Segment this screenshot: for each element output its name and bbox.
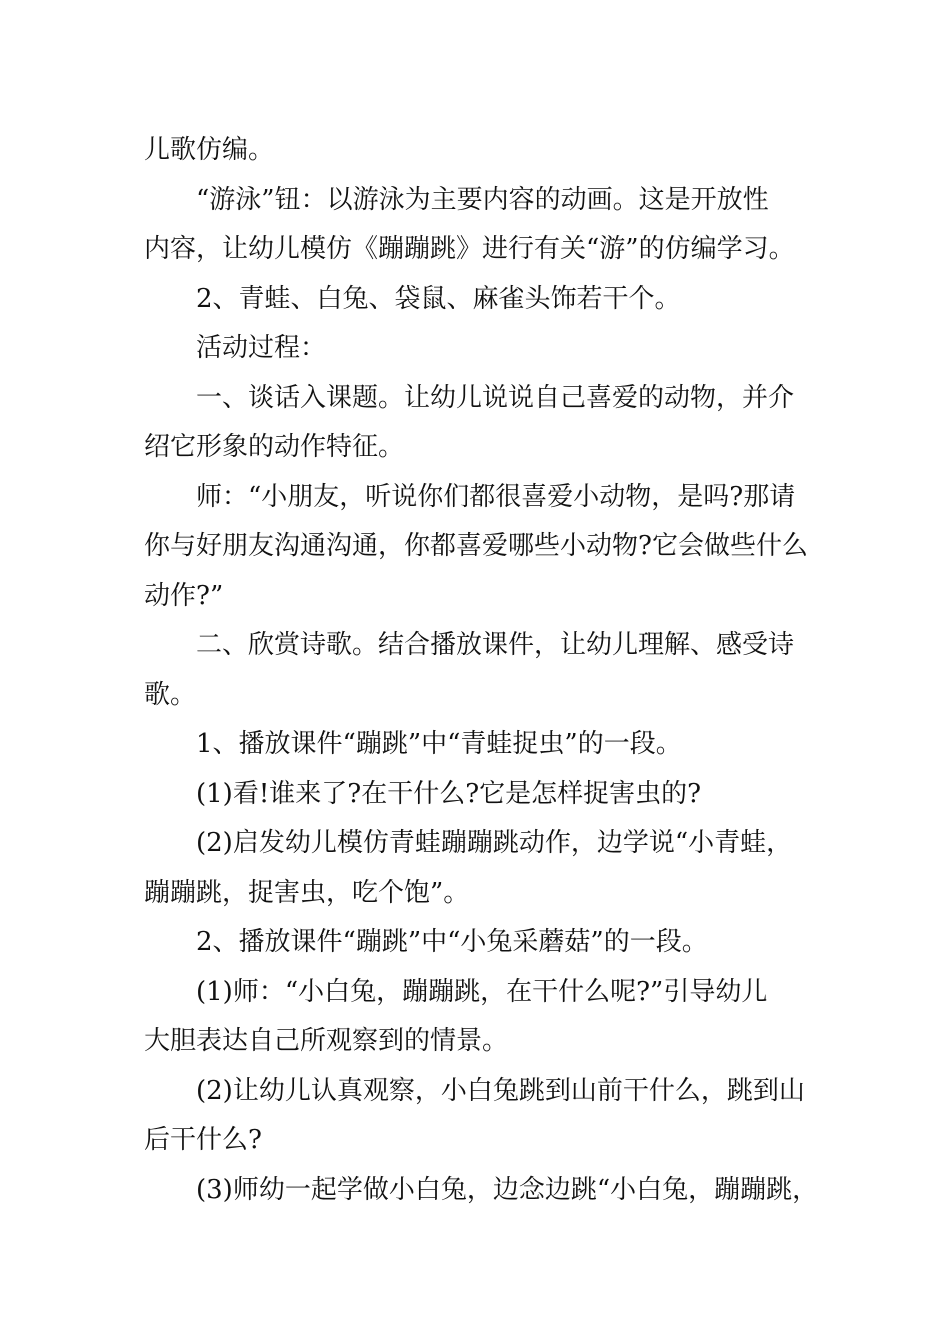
text-line: 2、青蛙、白兔、袋鼠、麻雀头饰若干个。: [196, 283, 681, 314]
text-line: 绍它形象的动作特征。: [144, 432, 405, 462]
text-line: 2、播放课件“蹦跳”中“小兔采蘑菇”的一段。: [196, 927, 708, 957]
text-line: (3)师幼一起学做小白兔，边念边跳“小白兔，蹦蹦跳，: [196, 1174, 819, 1205]
text-line: 二、欣赏诗歌。结合播放课件，让幼儿理解、感受诗: [196, 630, 795, 660]
text-line: (2)启发幼儿模仿青蛙蹦蹦跳动作，边学说“小青蛙，: [196, 828, 793, 858]
text-line: 一、谈话入课题。让幼儿说说自己喜爱的动物，并介: [196, 382, 795, 413]
text-line: (1)看!谁来了?在干什么?它是怎样捉害虫的?: [196, 778, 702, 809]
text-line: 活动过程：: [196, 333, 327, 363]
text-line: 你与好朋友沟通沟通，你都喜爱哪些小动物?它会做些什么: [144, 531, 808, 561]
text-line: 师：“小朋友，听说你们都很喜爱小动物，是吗?那请: [196, 481, 796, 512]
text-line: 儿歌仿编。: [144, 135, 275, 165]
text-line: (2)让幼儿认真观察，小白兔跳到山前干什么，跳到山: [196, 1075, 805, 1106]
text-line: 蹦蹦跳，捉害虫，吃个饱”。: [144, 877, 470, 908]
document-body: [144, 126, 819, 1215]
text-line: 后干什么?: [144, 1125, 262, 1155]
text-line: 内容，让幼儿模仿《蹦蹦跳》进行有关“游”的仿编学习。: [144, 234, 795, 264]
text-line: 1、播放课件“蹦跳”中“青蛙捉虫”的一段。: [196, 729, 682, 759]
text-line: 动作?”: [144, 580, 224, 611]
text-line: 歌。: [144, 679, 197, 710]
text-line: “游泳”钮：以游泳为主要内容的动画。这是开放性: [196, 184, 769, 215]
text-line: 大胆表达自己所观察到的情景。: [144, 1026, 509, 1056]
text-line: (1)师：“小白兔，蹦蹦跳，在干什么呢?”引导幼儿: [196, 976, 768, 1007]
